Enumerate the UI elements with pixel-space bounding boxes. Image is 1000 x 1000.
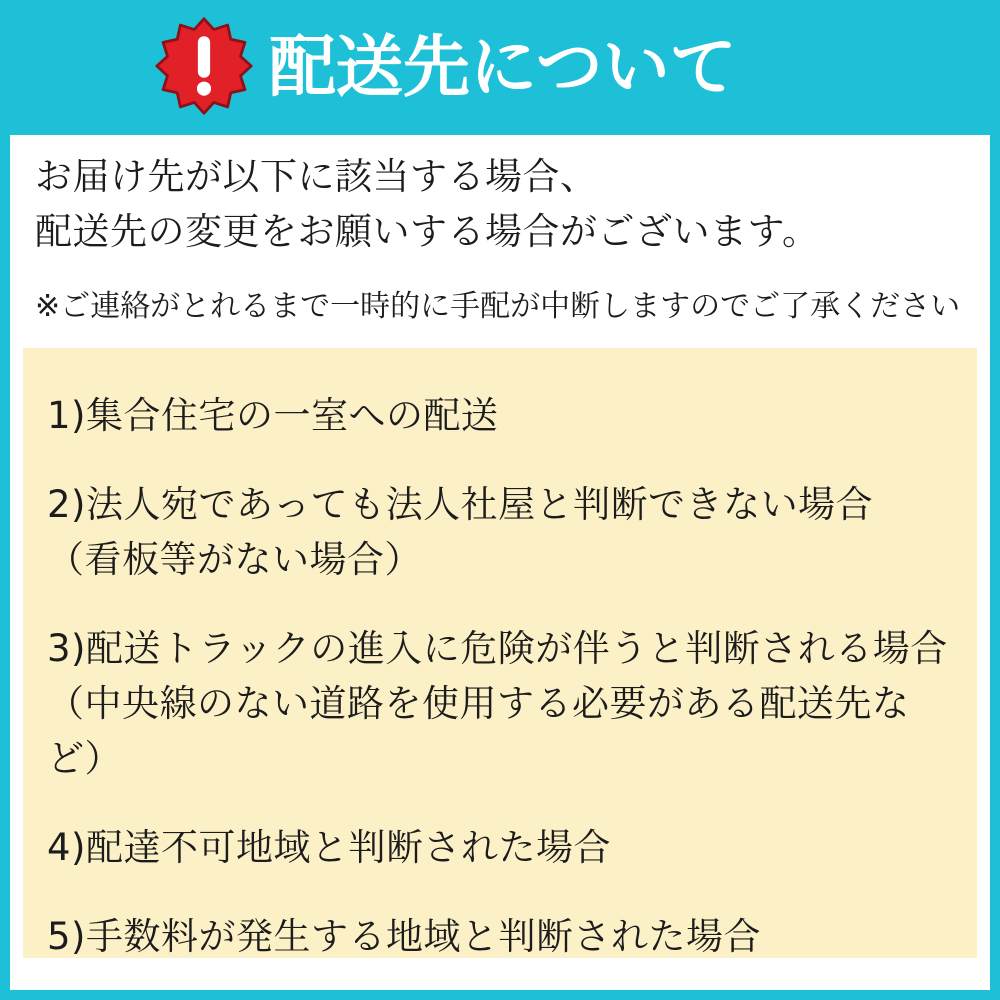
intro-line-1: お届け先が以下に該当する場合、	[35, 155, 598, 198]
intro-line-2: 配送先の変更をお願いする場合がございます。	[35, 210, 820, 253]
note-text: ※ご連絡がとれるまで一時的に手配が中断しますのでご了承ください	[35, 289, 961, 324]
list-item-3-line-1: 3)配送トラックの進入に危険が伴うと判断される場合	[47, 627, 948, 670]
content-panel	[10, 135, 990, 990]
list-item-1-line-1: 1)集合住宅の一室への配送	[47, 394, 499, 437]
list-item-2-line-2: （看板等がない場合）	[47, 538, 422, 581]
list-item-4	[47, 820, 953, 875]
list-item-5	[47, 909, 953, 958]
page-title: 配送先について	[269, 28, 737, 106]
list-item-5-line-1: 5)手数料が発生する地域と判断された場合	[47, 915, 761, 958]
alert-exclamation-icon	[153, 15, 255, 117]
list-item-1	[47, 388, 953, 443]
list-item-2	[47, 477, 953, 587]
list-item-3	[47, 621, 953, 786]
list-item-2-line-1: 2)法人宛であっても法人社屋と判断できない場合	[47, 483, 874, 526]
list-item-3-line-2: （中央線のない道路を使用する必要がある配送先など）	[47, 682, 910, 780]
header	[0, 0, 1000, 135]
intro-text	[35, 149, 965, 259]
list-item-4-line-1: 4)配達不可地域と判断された場合	[47, 826, 611, 869]
conditions-list	[23, 348, 977, 958]
